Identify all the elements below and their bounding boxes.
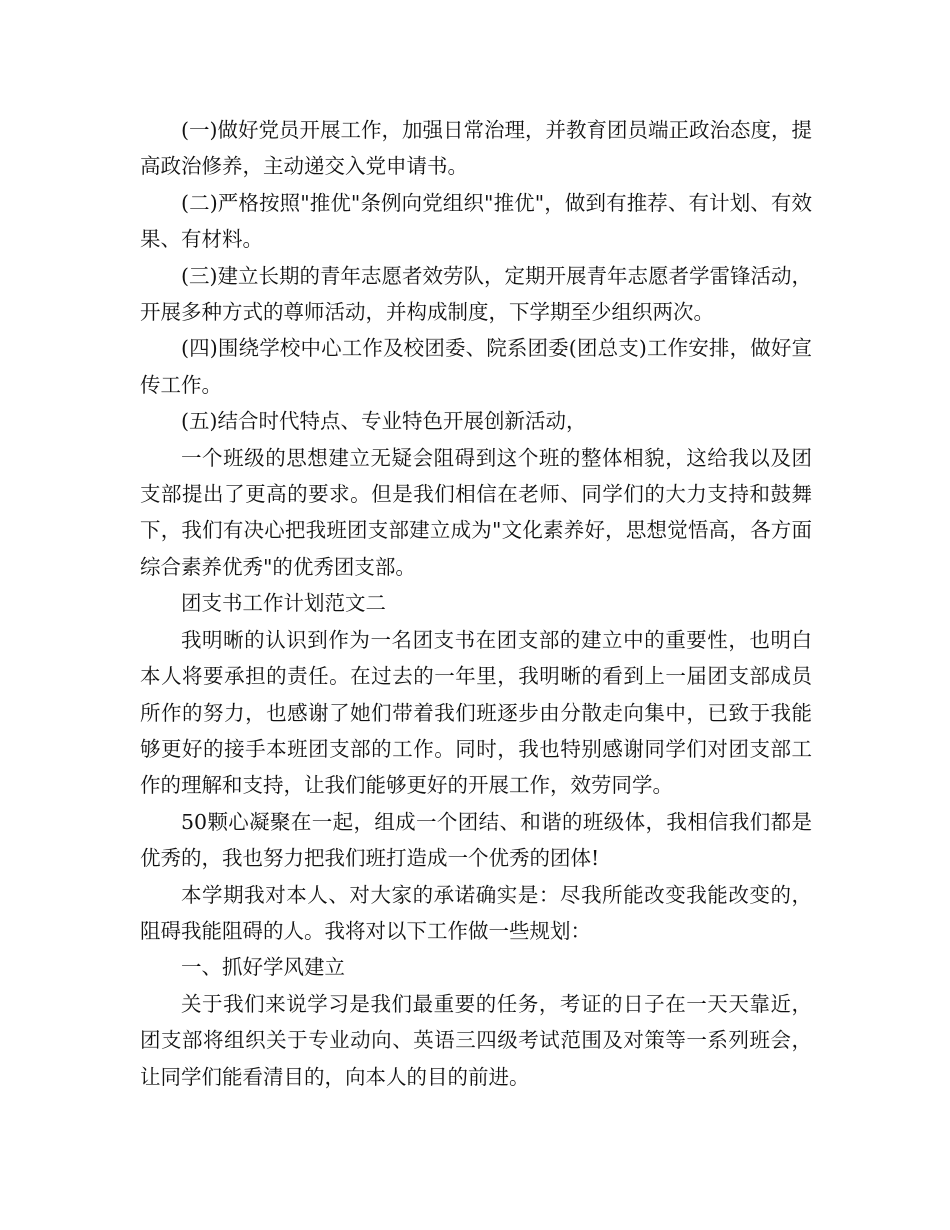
paragraph-6: 一个班级的思想建立无疑会阻碍到这个班的整体相貌，这给我以及团支部提出了更高的要求。但是我们相信在老师、同学们的大力支持和鼓舞下，我们有决心把我班团支部建立成为"文化素养好，思想觉悟高，各方面综合素养优秀"的优秀团支部。 — [140, 445, 812, 579]
subsection-heading: 一、抓好学风建立 — [181, 955, 345, 980]
paragraph-9: 50颗心凝聚在一起，组成一个团结、和谐的班级体，我相信我们都是优秀的，我也努力把我们班打造成一个优秀的团体! — [140, 809, 812, 871]
paragraph-3: (三)建立长期的青年志愿者效劳队，定期开展青年志愿者学雷锋活动，开展多种方式的尊师活动，并构成制度，下学期至少组织两次。 — [140, 263, 812, 325]
paragraph-12: 关于我们来说学习是我们最重要的任务，考证的日子在一天天靠近，团支部将组织关于专业动向、英语三四级考试范围及对策等一系列班会，让同学们能看清目的，向本人的目的前进。 — [140, 991, 812, 1089]
paragraph-8: 我明晰的认识到作为一名团支书在团支部的建立中的重要性，也明白本人将要承担的责任。在过去的一年里，我明晰的看到上一届团支部成员所作的努力，也感谢了她们带着我们班逐步由分散走向集中，已致于我能够更好的接手本班团支部的工作。同时，我也特别感谢同学们对团支部工作的理解和支持，让我们能够更好的开展工作，效劳同学。 — [140, 627, 812, 798]
paragraph-10: 本学期我对本人、对大家的承诺确实是：尽我所能改变我能改变的，阻碍我能阻碍的人。我将对以下工作做一些规划： — [140, 882, 812, 943]
paragraph-2: (二)严格按照"推优"条例向党组织"推优"，做到有推荐、有计划、有效果、有材料。 — [140, 190, 812, 252]
paragraph-4: (四)围绕学校中心工作及校团委、院系团委(团总支)工作安排，做好宣传工作。 — [140, 336, 812, 397]
paragraph-1: (一)做好党员开展工作，加强日常治理，并教育团员端正政治态度，提高政治修养，主动递交入党申请书。 — [140, 118, 812, 179]
paragraph-5: (五)结合时代特点、专业特色开展创新活动， — [181, 409, 587, 434]
document-page — [140, 112, 812, 1095]
section-heading: 团支书工作计划范文二 — [181, 591, 386, 616]
